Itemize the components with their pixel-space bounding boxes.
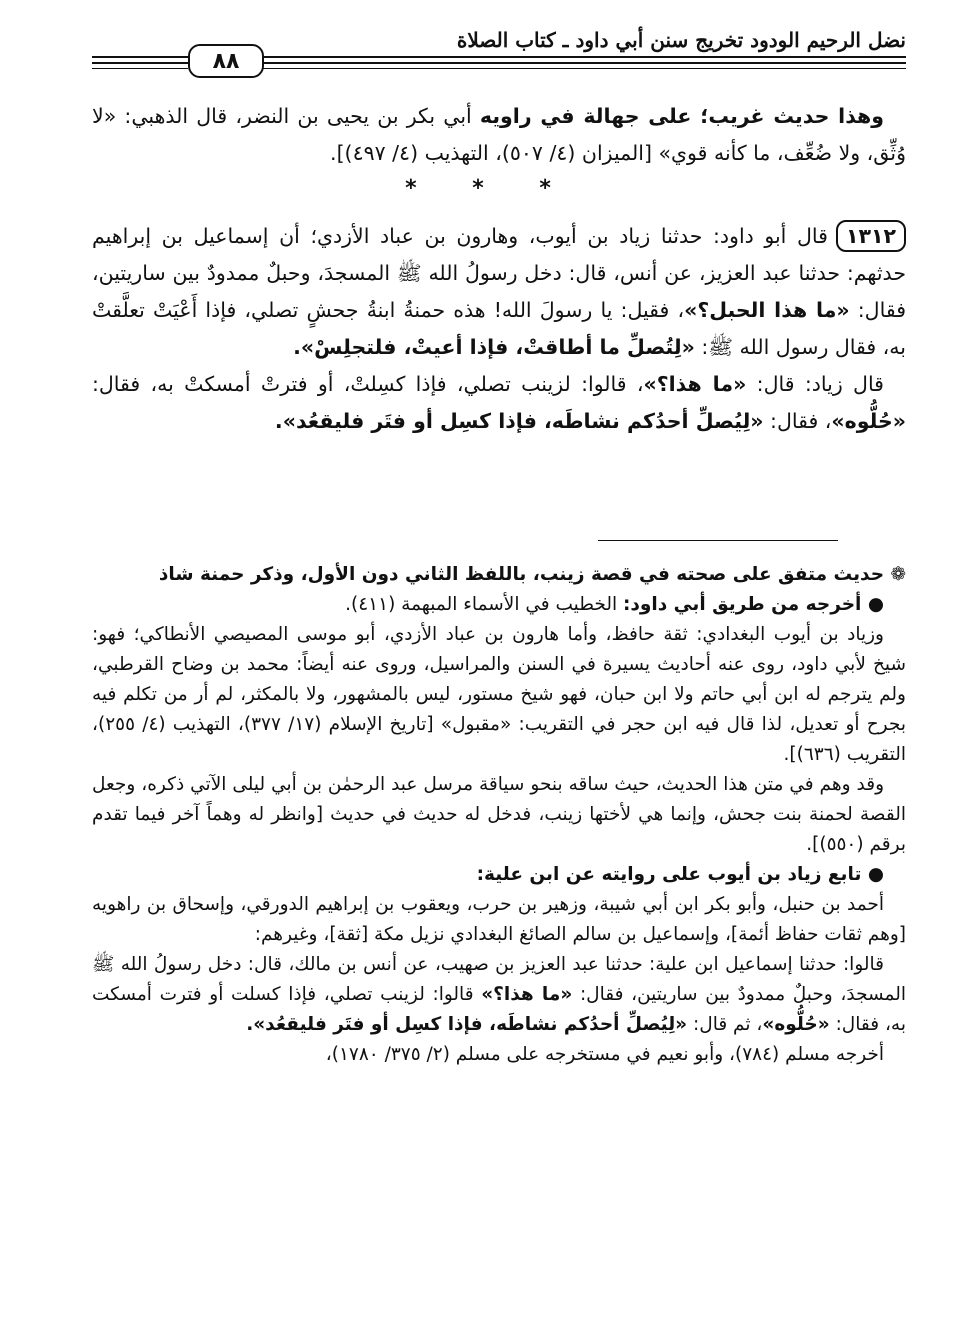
header-rule-left-2 xyxy=(92,68,188,69)
page-number: ٨٨ xyxy=(188,44,264,78)
commentary-p4-f: «لِيُصلِّ أحدُكم نشاطَه، فإذا كسِل أو فتَر فليقعُد». xyxy=(246,1014,688,1035)
hadith-text-5: ، فقال: xyxy=(763,409,832,433)
hadith-quote-5: «لِيُصلِّ أحدُكم نشاطَه، فإذا كسِل أو فتَر فليقعُد». xyxy=(274,409,764,433)
commentary-p4-b: «ما هذا؟» xyxy=(481,984,573,1005)
commentary-p3: أحمد بن حنبل، وأبو بكر ابن أبي شيبة، وزهير بن حرب، ويعقوب بن إبراهيم الدورقي، وإسحاق بن راهويه [وهم ثقات حفاظ أئمة]، وإسماعيل بن سالم الصائغ البغدادي نزيل مكة [ثقة]، وغيرهم: xyxy=(92,894,906,945)
commentary-p4-e: ، ثم قال: xyxy=(687,1014,763,1035)
bullet2-text: تابع زياد بن أيوب على روايته عن ابن علية: xyxy=(476,864,862,885)
commentary-p2: وقد وهم في متن هذا الحديث، حيث ساقه بنحو سياقة مرسل عبد الرحمٰن بن أبي ليلى الآتي ذكره، وجعل القصة لحمنة بنت جحش، وإنما هي لأختها زينب، فدخل له حديث في حديث [وانظر له وهماً آخر فيما تقدم برقم (٥٥٠)]. xyxy=(92,774,906,855)
intro-paragraph xyxy=(92,98,906,172)
hadith-quote-2: «لِتُصلِّ ما أطاقتْ، فإذا أعيتْ، فلتجلِسْ». xyxy=(293,335,695,359)
hadith-quote-1: «ما هذا الحبل؟» xyxy=(684,298,850,322)
hadith-text-2: ، فقيل: يا رسولَ الله! هذه حمنةُ ابنةُ جحشٍ تصلي، فإذا أَعْيَتْ تعلَّقتْ به، فقال رسول الله ﷺ: xyxy=(92,298,906,359)
commentary-p4-c: قالوا: لزينب تصلي، فإذا كسلت أو فترت أمسكت به، فقال: xyxy=(92,984,906,1035)
hadith-quote-3: «ما هذا؟» xyxy=(643,372,747,396)
hadith-block xyxy=(92,218,906,440)
commentary-p5: أخرجه مسلم (٧٨٤)، وأبو نعيم في مستخرجه على مسلم (٢/ ٣٧٥/ ١٧٨٠)، xyxy=(325,1044,884,1065)
commentary-lead: ❁ حديث متفق على صحته في قصة زينب، باللفظ الثاني دون الأول، وذكر حمنة شاذ xyxy=(158,564,906,585)
hadith-quote-4: «حُلُّوه» xyxy=(831,409,906,433)
header-rule-right-2 xyxy=(260,68,906,69)
bullet-icon: ● xyxy=(861,594,884,615)
bullet1-label: أخرجه من طريق أبي داود: xyxy=(623,594,862,615)
commentary-lead-text: حديث متفق على صحته في قصة زينب، باللفظ الثاني دون الأول، وذكر حمنة شاذ xyxy=(158,564,885,585)
commentary-p4-a: قالوا: حدثنا إسماعيل ابن علية: حدثنا عبد العزيز بن صهيب، عن أنس بن مالك، قال: دخل رسولُ الله ﷺ المسجدَ، وحبلٌ ممدودٌ بين ساريتين، فقال: xyxy=(92,954,906,1005)
header-rule-right-1 xyxy=(260,62,906,64)
hadith-text-3: قال زياد: قال: xyxy=(746,372,884,396)
section-separator: * * * xyxy=(405,176,575,201)
header-rule-left-1 xyxy=(92,62,188,64)
footnote-divider xyxy=(598,540,838,541)
bullet1-text: الخطيب في الأسماء المبهمة (٤١١). xyxy=(345,594,624,615)
commentary-block xyxy=(92,560,906,1070)
hadith-number: ١٣١٢ xyxy=(836,220,906,252)
intro-rest: أبي بكر بن يحيى بن النضر، قال الذهبي: «لا وُثِّق، ولا ضُعِّف، ما كأنه قوي» [الميزان (٤/ ٥٠٧)، التهذيب (٤/ ٤٩٧)]. xyxy=(92,104,906,165)
hadith-text-4: ، قالوا: لزينب تصلي، فإذا كسِلتْ، أو فترتْ أمسكتْ به، فقال: xyxy=(92,372,644,396)
intro-bold: وهذا حديث غريب؛ على جهالة في راويه xyxy=(479,104,884,128)
commentary-p1: وزياد بن أيوب البغدادي: ثقة حافظ، وأما هارون بن عباد الأزدي، أبو موسى المصيصي الأنطاكي؛ فهو: شيخ لأبي داود، روى عنه أحاديث يسيرة في السنن والمراسيل، وروى عنه أيضاً: محمد بن وضاح القرطبي، ولم يترجم له ابن أبي حاتم ولا ابن حبان، فهو شيخ مستور، ليس بالمشهور، ولا بالمكثر، لم أر من تكلم فيه بجرح أو تعديل، لذا قال فيه ابن حجر في التقريب: «مقبول» [تاريخ الإسلام (١٧/ ٣٧٧)، التهذيب (٤/ ٢٥٥)، التقريب (٦٣٦)]. xyxy=(92,624,906,765)
bullet2: ● تابع زياد بن أيوب على روايته عن ابن علية: xyxy=(476,864,884,885)
header-title: نضل الرحيم الودود تخريج سنن أبي داود ـ كتاب الصلاة xyxy=(456,28,906,52)
commentary-p4-d: «حُلُّوه» xyxy=(762,1014,830,1035)
hadith-text-1: قال أبو داود: حدثنا زياد بن أيوب، وهارون بن عباد الأزدي؛ أن إسماعيل بن إبراهيم حدثهم: حدثنا عبد العزيز، عن أنس، قال: دخل رسولُ الله ﷺ المسجدَ، وحبلٌ ممدودٌ بين ساريتين، فقال: xyxy=(92,224,906,322)
